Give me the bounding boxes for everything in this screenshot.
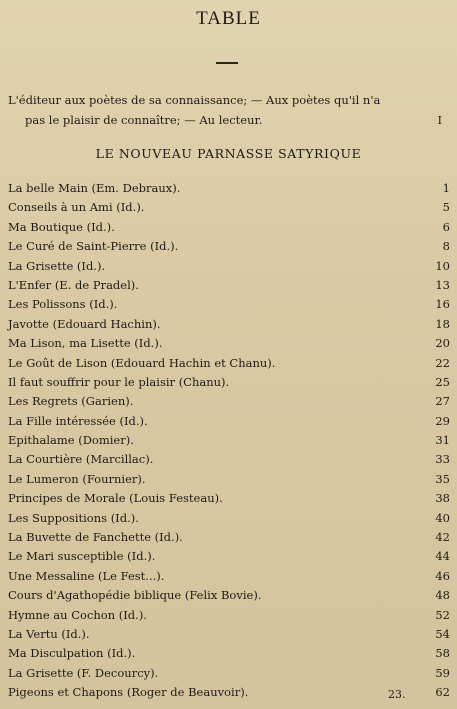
entry-title: Cours d'Agathopédie biblique (Felix Bovie).: [8, 588, 262, 603]
entry-page: 18: [435, 316, 450, 331]
entry-page: 13: [435, 277, 450, 292]
entry-title: Hymne au Cochon (Id.).: [8, 607, 147, 622]
entry-title: La Buvette de Fanchette (Id.).: [8, 530, 183, 545]
entry-title: Le Curé de Saint-Pierre (Id.).: [8, 239, 179, 254]
toc-entry: [8, 412, 450, 431]
toc-entry: [8, 528, 450, 547]
entry-title: Epithalame (Domier).: [8, 433, 134, 448]
entry-page: 6: [442, 219, 450, 234]
toc-entry: [8, 489, 450, 508]
toc-entry: [8, 509, 450, 528]
toc-entry: [8, 373, 450, 392]
intro-line-2: pas le plaisir de connaître; — Au lecteur.: [25, 113, 263, 127]
entry-title: L'Enfer (E. de Pradel).: [8, 277, 139, 292]
entry-page: 5: [442, 200, 450, 215]
toc-entry: [8, 392, 450, 411]
entry-page: 62: [435, 685, 450, 700]
entry-page: 25: [435, 374, 450, 389]
entry-title: Les Suppositions (Id.).: [8, 510, 139, 525]
entry-title: Le Mari susceptible (Id.).: [8, 549, 156, 564]
entry-title: Javotte (Edouard Hachin).: [8, 316, 161, 331]
entry-title: Le Lumeron (Fournier).: [8, 471, 146, 486]
entry-title: Principes de Morale (Louis Festeau).: [8, 491, 223, 506]
entry-title: La Fille intéressée (Id.).: [8, 413, 148, 428]
entry-title: Les Regrets (Garien).: [8, 394, 134, 409]
toc-entry: [8, 586, 450, 605]
toc-entry: [8, 257, 450, 276]
entry-title: Ma Boutique (Id.).: [8, 219, 115, 234]
entry-title: Conseils à un Ami (Id.).: [8, 200, 145, 215]
toc-entry: [8, 354, 450, 373]
entry-page: 58: [435, 646, 450, 661]
entry-page: 20: [435, 336, 450, 351]
toc-entry: [8, 334, 450, 353]
title-rule: [216, 62, 238, 64]
toc-entry: [8, 683, 450, 702]
entry-page: 52: [435, 607, 450, 622]
entry-page: 1: [442, 181, 450, 195]
toc-entry: [8, 625, 450, 644]
entry-page: 31: [435, 433, 450, 448]
entry-page: 27: [435, 394, 450, 409]
entry-page: 54: [435, 626, 450, 641]
entry-page: 22: [435, 355, 450, 370]
toc-entries: [8, 179, 450, 703]
toc-entry: [8, 606, 450, 625]
entry-page: 35: [435, 471, 450, 486]
toc-entry: [8, 198, 450, 217]
entry-title: La Courtière (Marcillac).: [8, 452, 154, 467]
entry-page: 38: [435, 491, 450, 506]
entry-title: La Grisette (F. Decourcy).: [8, 665, 159, 680]
toc-entry: [8, 644, 450, 663]
section-title: LE NOUVEAU PARNASSE SATYRIQUE: [95, 146, 362, 161]
entry-page: 42: [435, 530, 450, 545]
entry-title: Les Polissons (Id.).: [8, 297, 118, 312]
intro-line-1: L'éditeur aux poètes de sa connaissance; — Aux poètes qu'il n'a: [8, 93, 381, 107]
toc-entry: [8, 218, 450, 237]
signature-mark: 23.: [388, 688, 406, 701]
entry-page: 8: [442, 239, 450, 254]
entry-title: Pigeons et Chapons (Roger de Beauvoir).: [8, 685, 249, 700]
entry-title: Le Goût de Lison (Edouard Hachin et Chanu).: [8, 355, 276, 370]
intro-page-number: I: [437, 113, 442, 127]
entry-page: 44: [435, 549, 450, 564]
entry-page: 48: [435, 588, 450, 603]
toc-entry: [8, 295, 450, 314]
entry-page: 40: [435, 510, 450, 525]
toc-entry: [8, 179, 450, 198]
entry-title: La Grisette (Id.).: [8, 258, 106, 273]
toc-entry: [8, 431, 450, 450]
entry-page: 46: [435, 568, 450, 583]
entry-title: Ma Disculpation (Id.).: [8, 646, 136, 661]
entry-page: 59: [435, 665, 450, 680]
entry-title: Une Messaline (Le Fest...).: [8, 568, 165, 583]
entry-title: La belle Main (Em. Debraux).: [8, 181, 181, 195]
entry-page: 16: [435, 297, 450, 312]
toc-entry: [8, 664, 450, 683]
page-title: TABLE: [196, 8, 261, 29]
entry-page: 33: [435, 452, 450, 467]
toc-entry: [8, 237, 450, 256]
entry-title: La Vertu (Id.).: [8, 626, 90, 641]
entry-page: 10: [435, 258, 450, 273]
toc-entry: [8, 547, 450, 566]
toc-entry: [8, 315, 450, 334]
entry-page: 29: [435, 413, 450, 428]
toc-entry: [8, 470, 450, 489]
toc-entry: [8, 567, 450, 586]
toc-entry: [8, 276, 450, 295]
entry-title: Il faut souffrir pour le plaisir (Chanu).: [8, 374, 230, 389]
intro-entry: [8, 90, 448, 130]
toc-entry: [8, 450, 450, 469]
entry-title: Ma Lison, ma Lisette (Id.).: [8, 336, 163, 351]
